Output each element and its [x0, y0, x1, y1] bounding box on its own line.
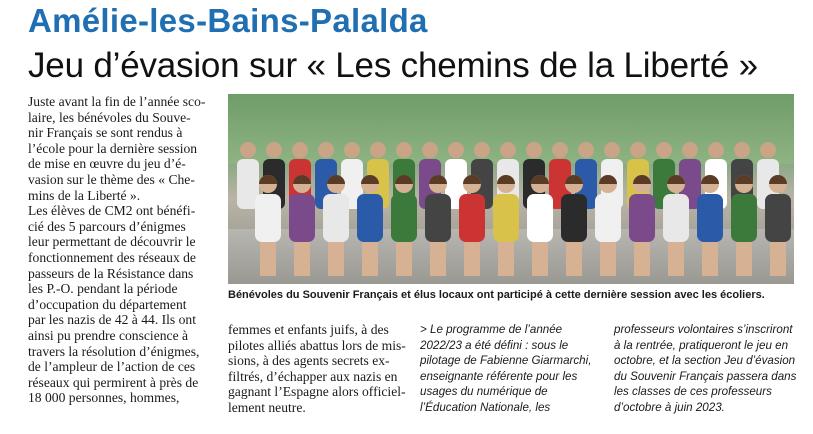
- person-body: [289, 194, 315, 242]
- person-body: [697, 194, 723, 242]
- person-body: [629, 194, 655, 242]
- person-head: [682, 142, 698, 158]
- person-legs: [260, 242, 276, 276]
- text-line: travers la résolution d’énigmes,: [28, 343, 200, 359]
- person-legs: [634, 242, 650, 276]
- person-body: [323, 194, 349, 242]
- text-line: ainsi pu prendre conscience à: [28, 327, 189, 343]
- text-line: les classes de ces professeurs: [614, 385, 772, 399]
- text-line: 2022/23 a été défini : sous le: [420, 338, 569, 352]
- person-legs: [294, 242, 310, 276]
- article-body-column-4: [614, 322, 797, 416]
- person-legs: [498, 242, 514, 276]
- person-head: [552, 142, 568, 158]
- text-line: l’Éducation Nationale, les: [420, 400, 551, 414]
- person-head: [500, 142, 516, 158]
- person-legs: [600, 242, 616, 276]
- person-body: [765, 194, 791, 242]
- person-head: [604, 142, 620, 158]
- person-body: [663, 194, 689, 242]
- person-head: [422, 142, 438, 158]
- person-body: [391, 194, 417, 242]
- text-line: octobre, et la section Jeu d’évasion: [614, 354, 796, 368]
- person-head: [734, 142, 750, 158]
- person-head: [656, 142, 672, 158]
- person-body: [731, 194, 757, 242]
- person-body: [561, 194, 587, 242]
- person-legs: [668, 242, 684, 276]
- text-line: du Souvenir Français passera dans: [614, 369, 797, 383]
- person-legs: [362, 242, 378, 276]
- text-line: femmes et enfants juifs, à des: [228, 322, 389, 337]
- person-legs: [702, 242, 718, 276]
- text-line: l’école pour la dernière session: [28, 140, 198, 156]
- person-legs: [464, 242, 480, 276]
- person-head: [370, 142, 386, 158]
- person-legs: [430, 242, 446, 276]
- text-line: passeurs de la Résistance dans: [28, 265, 194, 281]
- person-head: [708, 142, 724, 158]
- text-line: d’occupation du département: [28, 296, 187, 312]
- photo-caption: Bénévoles du Souvenir Français et élus locaux ont participé à cette dernière session avec les écoliers.: [228, 289, 765, 301]
- person-head: [526, 142, 542, 158]
- person-body: [255, 194, 281, 242]
- text-line: Les élèves de CM2 ont bénéfi-: [28, 203, 196, 219]
- text-line: leur permettant de découvrir le: [28, 234, 196, 250]
- text-line: > Le programme de l’année: [420, 323, 563, 336]
- person-body: [425, 194, 451, 242]
- group-photo: [228, 94, 794, 284]
- person-body: [459, 194, 485, 242]
- article-headline: Jeu d’évasion sur « Les chemins de la Liberté »: [28, 46, 758, 85]
- person-legs: [396, 242, 412, 276]
- person-body: [595, 194, 621, 242]
- text-line: laire, les bénévoles du Souve-: [28, 109, 191, 125]
- text-line: usages du numérique de: [420, 385, 548, 399]
- text-line: 18 000 personnes, hommes,: [28, 390, 180, 406]
- person-legs: [532, 242, 548, 276]
- text-line: mins de la Liberté ».: [28, 187, 141, 203]
- text-line: vasion sur le thème des « Che-: [28, 171, 195, 187]
- person-head: [396, 142, 412, 158]
- text-line: nir Français se sont rendus à: [28, 125, 183, 141]
- text-line: pilotage de Fabienne Giarmarchi,: [420, 354, 592, 368]
- crowd-silhouettes: [228, 132, 794, 282]
- text-line: les P.-O. pendant la période: [28, 281, 178, 297]
- person-legs: [328, 242, 344, 276]
- person-head: [578, 142, 594, 158]
- person-head: [318, 142, 334, 158]
- text-line: Juste avant la fin de l’année sco-: [28, 94, 206, 109]
- text-line: filtrés, d’échapper aux nazis en: [228, 368, 398, 384]
- text-line: professeurs volontaires s’inscriront: [614, 323, 793, 336]
- text-line: réseaux qui permirent à près de: [28, 374, 199, 390]
- person-head: [630, 142, 646, 158]
- text-line: fonctionnement des réseaux de: [28, 249, 196, 265]
- person-legs: [566, 242, 582, 276]
- person-head: [266, 142, 282, 158]
- article-body-column-1: [28, 94, 220, 406]
- person-legs: [770, 242, 786, 276]
- person-head: [344, 142, 360, 158]
- person-head: [240, 142, 256, 158]
- text-line: d’octobre à juin 2023.: [614, 400, 725, 414]
- article-body-column-2: [228, 322, 404, 416]
- location-kicker: Amélie-les-Bains-Palalda: [28, 2, 428, 39]
- text-line: de mise en œuvre du jeu d’é-: [28, 156, 186, 172]
- person-head: [448, 142, 464, 158]
- person-body: [493, 194, 519, 242]
- text-line: de l’ampleur de l’action de ces: [28, 359, 196, 375]
- text-line: à la rentrée, pratiqueront le jeu en: [614, 338, 789, 352]
- text-line: cié des 5 parcours d’énigmes: [28, 218, 186, 234]
- person-legs: [736, 242, 752, 276]
- person-body: [527, 194, 553, 242]
- text-line: lement neutre.: [228, 399, 306, 415]
- person-head: [292, 142, 308, 158]
- text-line: gagnant l’Espagne alors officiel-: [228, 384, 406, 400]
- person-head: [760, 142, 776, 158]
- person-body: [357, 194, 383, 242]
- text-line: sions, à des agents secrets ex-: [228, 353, 390, 369]
- text-line: enseignante référente pour les: [420, 369, 578, 383]
- person-head: [474, 142, 490, 158]
- text-line: pilotes alliés abattus lors de mis-: [228, 337, 406, 353]
- article-body-column-3: [420, 322, 590, 416]
- text-line: par les nazis de 42 à 44. Ils ont: [28, 312, 196, 328]
